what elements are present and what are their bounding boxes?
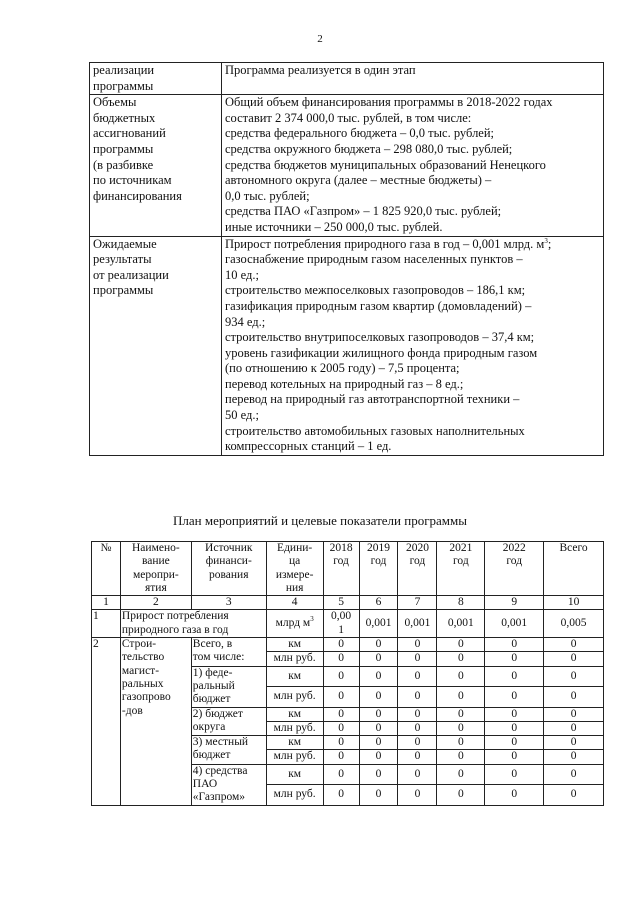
source-line: бюджет [192,749,231,762]
activity-name [120,610,266,638]
passport-row-stages [90,63,604,95]
column-number: 2 [120,596,191,610]
value-cell: 0,001 [437,610,485,638]
value-cell: 0 [359,666,398,686]
source-line: том числе: [192,651,245,664]
column-number: 9 [485,596,544,610]
header-total: Всего [544,542,604,596]
value-cell: 0 [323,638,359,652]
source-cell [191,638,266,667]
label-line: программы [93,78,154,93]
value-cell: 0 [359,785,398,805]
value-line: средства ПАО «Газпром» – 1 825 920,0 тыс. рублей; [225,204,502,219]
header-line: год [333,555,349,568]
header-line: Едини- [277,542,313,554]
plan-header-row [92,542,604,596]
value-cell: 0,001 [485,610,544,638]
column-number: 3 [191,596,266,610]
source-line: ПАО [192,778,218,791]
header-line: измере- [275,568,314,581]
value-cell: 0 [437,707,485,721]
value-cell: 0 [359,687,398,707]
value-line: перевод котельных на природный газ – 8 ед.; [225,376,464,391]
value-cell: 0 [359,707,398,721]
value-line: средства федерального бюджета – 0,0 тыс. рублей; [225,126,495,141]
value-cell: 0 [323,764,359,784]
value-line: строительство межпоселковых газопроводов – 186,1 км; [225,283,526,298]
header-line: 2022 [502,542,526,554]
value-cell: 0 [437,764,485,784]
value-cell: 0 [323,736,359,750]
value-line: 1 [338,623,344,636]
label-line: реализации [93,63,155,77]
value-cell: 0 [485,736,544,750]
value-cell: 0 [544,736,604,750]
value-line: средства окружного бюджета – 298 080,0 тыс. рублей; [225,141,513,156]
value-cell: 0 [359,736,398,750]
value-cell: 0 [485,687,544,707]
value-cell: 0 [398,764,437,784]
header-source [191,542,266,596]
header-line: ния [285,581,304,594]
value-line [225,237,600,253]
header-line: 2018 [329,542,353,554]
value-cell: 0 [544,707,604,721]
name-line: магист- [121,664,160,677]
unit-cell: млн руб. [266,785,323,805]
plan-subrow [92,638,604,652]
value-line: строительство внутрипоселковых газопроводов – 37,4 км; [225,330,535,345]
name-line: ральных [121,677,164,690]
value-cell: 0 [544,764,604,784]
column-number: 8 [437,596,485,610]
unit-cell: км [266,736,323,750]
value-cell: 0 [398,652,437,666]
header-line: ца [289,555,301,568]
value-cell: 0 [437,638,485,652]
unit-cell: млн руб. [266,750,323,764]
value-cell: 0 [437,750,485,764]
value-line: строительство автомобильных газовых наполнительных [225,423,525,438]
value-line: газоснабжение природным газом населенных пунктов – [225,252,523,267]
value-cell: 0 [359,764,398,784]
passport-value [222,236,604,455]
unit-cell: км [266,764,323,784]
value-cell: 0 [398,707,437,721]
label-line: программы [93,141,154,156]
value-line: автономного округа (далее – местные бюджеты) – [225,173,492,188]
header-line: меропри- [132,568,179,581]
value-cell: 0,001 [398,610,437,638]
column-number: 10 [544,596,604,610]
value-cell: 0 [437,721,485,735]
value-cell: 0 [359,652,398,666]
header-line: 2020 [405,542,429,554]
value-line: 50 ед.; [225,408,259,423]
value-cell: 0 [485,707,544,721]
column-number: 6 [359,596,398,610]
value-cell: 0 [437,666,485,686]
source-line: 3) местный [192,736,249,749]
header-line: ятия [144,581,167,594]
value-cell: 0 [398,785,437,805]
value-line: Общий объем финансирования программы в 2018-2022 годах [225,95,553,110]
source-line: «Газпром» [192,791,246,804]
value-cell: 0 [437,652,485,666]
source-cell [191,736,266,765]
passport-label [90,63,222,95]
label-line: программы [93,283,154,298]
header-line: Источник [205,542,253,554]
header-2022 [485,542,544,596]
label-line: бюджетных [93,110,156,125]
page-number: 2 [317,33,323,45]
unit-cell [266,610,323,638]
value-line: Программа реализуется в один этап [225,63,416,77]
name-line: Прирост потребления [121,610,229,623]
superscript: 3 [544,236,548,245]
value-cell: 0 [485,750,544,764]
header-num: № [92,542,121,596]
value-cell: 0 [398,638,437,652]
value-cell: 0,005 [544,610,604,638]
header-line: рования [209,568,249,581]
passport-value [222,95,604,236]
value-cell: 0 [485,652,544,666]
column-number-row [92,596,604,610]
value-cell: 0 [485,666,544,686]
value-cell: 0 [437,736,485,750]
column-number: 4 [266,596,323,610]
unit-cell: млн руб. [266,687,323,707]
passport-label [90,95,222,236]
unit-cell: км [266,638,323,652]
value-cell: 0 [323,652,359,666]
header-2018 [323,542,359,596]
plan-title: План мероприятий и целевые показатели программы [173,513,467,528]
value-cell: 0 [398,736,437,750]
source-line: 1) феде- [192,666,233,679]
value-cell: 0 [359,750,398,764]
value-line: (по отношению к 2005 году) – 7,5 процента; [225,361,460,376]
value-cell: 0 [544,638,604,652]
unit-cell: млн руб. [266,652,323,666]
name-line: -дов [121,704,143,717]
column-number: 7 [398,596,437,610]
header-line: 2019 [367,542,390,554]
label-line: результаты [93,252,152,267]
unit-cell: км [266,707,323,721]
value-text: Прирост потребления природного газа в год – 0,001 млрд. м [225,236,545,251]
row-num: 2 [92,638,121,806]
source-cell [191,707,266,736]
header-line: 2021 [449,542,473,554]
value-cell: 0 [398,721,437,735]
header-line: финанси- [205,555,252,568]
column-number: 1 [92,596,121,610]
header-2020 [398,542,437,596]
value-cell: 0 [323,785,359,805]
value-line: средства бюджетов муниципальных образований Ненецкого [225,157,546,172]
passport-value [222,63,604,95]
value-line: 934 ед.; [225,314,266,329]
name-line: газопрово [121,691,171,704]
header-2019 [359,542,398,596]
value-cell: 0 [544,666,604,686]
passport-row-results [90,236,604,455]
row-num: 1 [92,610,121,638]
value-cell: 0 [544,687,604,707]
header-line: год [409,555,426,568]
header-2021 [437,542,485,596]
header-line: год [370,555,387,568]
header-line: год [453,555,469,568]
unit-text: млрд м [275,617,311,630]
unit-cell: км [266,666,323,686]
passport-row-financing [90,95,604,236]
value-cell: 0 [398,687,437,707]
header-line: Наимено- [132,542,180,554]
label-line: Ожидаемые [93,236,157,251]
value-cell: 0 [437,785,485,805]
value-line: 0,0 тыс. рублей; [225,188,310,203]
label-line: Объемы [93,95,137,110]
header-line: год [506,555,523,568]
value-line: компрессорных станций – 1 ед. [225,439,392,454]
value-cell: 0 [485,764,544,784]
value-cell: 0 [485,785,544,805]
header-line: вание [141,555,170,568]
value-cell: 0 [398,750,437,764]
source-line: Всего, в [192,638,233,651]
plan-row-gas-consumption [92,610,604,638]
program-passport-table [89,62,604,456]
value-cell: 0 [544,721,604,735]
value-line: 10 ед.; [225,267,259,282]
label-line: (в разбивке [93,157,154,172]
source-line: 4) средства [192,764,248,777]
value-line: перевод на природный газ автотранспортной техники – [225,392,520,407]
value-line: 0,00 [331,610,352,623]
passport-label [90,236,222,455]
value-cell: 0 [544,652,604,666]
label-line: ассигнований [93,126,166,141]
value-cell: 0 [544,750,604,764]
column-number: 5 [323,596,359,610]
value-cell: 0 [323,750,359,764]
value-cell: 0 [359,721,398,735]
value-cell: 0 [323,721,359,735]
label-line: по источникам [93,173,172,188]
value-cell: 0 [323,687,359,707]
value-line: составит 2 374 000,0 тыс. рублей, в том числе: [225,110,472,125]
source-line: бюджет [192,693,231,706]
source-line: ральный [192,679,235,692]
plan-table [91,541,604,806]
value-cell [323,610,359,638]
value-cell: 0 [359,638,398,652]
name-line: Строи- [121,638,157,651]
source-line: округа [192,720,226,733]
value-text: ; [547,236,552,251]
value-cell: 0 [437,687,485,707]
value-line: иные источники – 250 000,0 тыс. рублей. [225,219,443,234]
value-line: газификация природным газом квартир (домовладений) – [225,298,532,313]
header-unit [266,542,323,596]
source-cell [191,666,266,707]
header-name [120,542,191,596]
superscript: 3 [310,615,314,624]
source-cell [191,764,266,805]
source-line: 2) бюджет [192,707,243,720]
value-cell: 0 [398,666,437,686]
name-line: тельство [121,651,165,664]
value-cell: 0 [323,666,359,686]
value-cell: 0,001 [359,610,398,638]
name-line: природного газа в год [121,623,229,636]
unit-cell: млн руб. [266,721,323,735]
value-line: уровень газификации жилищного фонда природным газом [225,345,538,360]
label-line: финансирования [93,188,182,203]
value-cell: 0 [485,721,544,735]
value-cell: 0 [544,785,604,805]
value-cell: 0 [323,707,359,721]
label-line: от реализации [93,267,169,282]
value-cell: 0 [485,638,544,652]
activity-name [120,638,191,806]
